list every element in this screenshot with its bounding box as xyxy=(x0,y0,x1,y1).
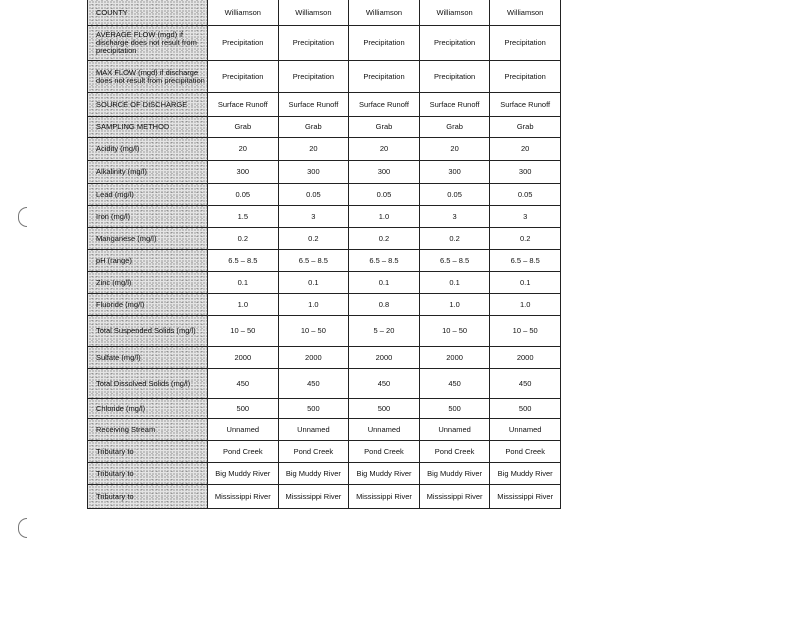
table-cell: 6.5 – 8.5 xyxy=(419,250,490,272)
row-label: SAMPLING METHOD xyxy=(88,117,208,138)
table-cell: Precipitation xyxy=(278,61,349,93)
table-cell: 1.0 xyxy=(490,294,561,316)
table-cell: Grab xyxy=(208,117,279,138)
table-cell: 0.05 xyxy=(208,184,279,206)
table-body xyxy=(88,0,561,509)
table-cell: Big Muddy River xyxy=(490,463,561,485)
row-label: Tributary to xyxy=(88,463,208,485)
table-cell: Mississippi River xyxy=(490,485,561,509)
row-label: MAX FLOW (mgd) if discharge does not result from precipitation xyxy=(88,61,208,93)
table-cell: 0.2 xyxy=(278,228,349,250)
row-label: Alkalinity (mg/l) xyxy=(88,161,208,184)
table-cell: 20 xyxy=(208,138,279,161)
table-cell: 2000 xyxy=(349,347,420,369)
binder-hole-mark xyxy=(18,518,27,538)
table-cell: 3 xyxy=(490,206,561,228)
table-cell: Grab xyxy=(349,117,420,138)
table-cell: 0.05 xyxy=(419,184,490,206)
row-label: Chloride (mg/l) xyxy=(88,399,208,419)
table-row xyxy=(88,161,561,184)
table-row xyxy=(88,419,561,441)
table-cell: Pond Creek xyxy=(349,441,420,463)
table-cell: 0.1 xyxy=(419,272,490,294)
binder-hole-mark xyxy=(18,207,27,227)
table-cell: Precipitation xyxy=(349,61,420,93)
table-row xyxy=(88,0,561,26)
table-cell: 300 xyxy=(490,161,561,184)
table-cell: 2000 xyxy=(208,347,279,369)
table-cell: Big Muddy River xyxy=(349,463,420,485)
table-cell: Precipitation xyxy=(278,26,349,61)
table-cell: 500 xyxy=(419,399,490,419)
table-row xyxy=(88,206,561,228)
table-row xyxy=(88,117,561,138)
table-cell: 450 xyxy=(349,369,420,399)
row-label: SOURCE OF DISCHARGE xyxy=(88,93,208,117)
row-label: Receiving Stream xyxy=(88,419,208,441)
table-cell: Mississippi River xyxy=(278,485,349,509)
row-label: Iron (mg/l) xyxy=(88,206,208,228)
table-cell: 450 xyxy=(490,369,561,399)
table-row xyxy=(88,485,561,509)
table-row xyxy=(88,93,561,117)
table-cell: Precipitation xyxy=(349,26,420,61)
table-cell: Pond Creek xyxy=(419,441,490,463)
table-cell: Unnamed xyxy=(208,419,279,441)
table-row xyxy=(88,463,561,485)
table-cell: 500 xyxy=(349,399,420,419)
table-cell: 20 xyxy=(349,138,420,161)
table-row xyxy=(88,272,561,294)
table-cell: 0.05 xyxy=(278,184,349,206)
row-label: Manganese (mg/l) xyxy=(88,228,208,250)
table-cell: 450 xyxy=(419,369,490,399)
table-row xyxy=(88,228,561,250)
table-cell: Unnamed xyxy=(278,419,349,441)
table-cell: 1.5 xyxy=(208,206,279,228)
table-cell: Pond Creek xyxy=(278,441,349,463)
table-row xyxy=(88,347,561,369)
table-cell: 10 – 50 xyxy=(208,316,279,347)
row-label: COUNTY xyxy=(88,0,208,26)
row-label: Total Dissolved Solids (mg/l) xyxy=(88,369,208,399)
table-cell: 5 – 20 xyxy=(349,316,420,347)
row-label: Lead (mg/l) xyxy=(88,184,208,206)
table-cell: Precipitation xyxy=(208,61,279,93)
table-cell: 6.5 – 8.5 xyxy=(208,250,279,272)
table-cell: 1.0 xyxy=(419,294,490,316)
table-row xyxy=(88,61,561,93)
table-cell: 0.1 xyxy=(349,272,420,294)
table-cell: 500 xyxy=(208,399,279,419)
table-cell: 0.1 xyxy=(490,272,561,294)
table-cell: Pond Creek xyxy=(208,441,279,463)
table-cell: 1.0 xyxy=(278,294,349,316)
table-cell: Williamson xyxy=(419,0,490,26)
table-cell: 300 xyxy=(278,161,349,184)
row-label: Total Suspended Solids (mg/l) xyxy=(88,316,208,347)
table-cell: 6.5 – 8.5 xyxy=(490,250,561,272)
table-cell: 20 xyxy=(490,138,561,161)
table-cell: Precipitation xyxy=(490,26,561,61)
table-cell: 10 – 50 xyxy=(278,316,349,347)
table-cell: Unnamed xyxy=(419,419,490,441)
table-row xyxy=(88,316,561,347)
table-cell: 450 xyxy=(208,369,279,399)
table-cell: Pond Creek xyxy=(490,441,561,463)
row-label: Acidity (mg/l) xyxy=(88,138,208,161)
table-cell: Surface Runoff xyxy=(278,93,349,117)
table-cell: Unnamed xyxy=(490,419,561,441)
table-row xyxy=(88,250,561,272)
table-cell: Williamson xyxy=(208,0,279,26)
table-cell: 3 xyxy=(278,206,349,228)
table-cell: Surface Runoff xyxy=(490,93,561,117)
table-cell: Unnamed xyxy=(349,419,420,441)
table-cell: 0.05 xyxy=(349,184,420,206)
table-row xyxy=(88,184,561,206)
table-cell: 0.2 xyxy=(419,228,490,250)
table-cell: Surface Runoff xyxy=(419,93,490,117)
row-label: pH (range) xyxy=(88,250,208,272)
table-cell: 450 xyxy=(278,369,349,399)
table-cell: Big Muddy River xyxy=(419,463,490,485)
table-cell: Surface Runoff xyxy=(208,93,279,117)
table-cell: 300 xyxy=(419,161,490,184)
table-cell: 2000 xyxy=(490,347,561,369)
table-cell: 300 xyxy=(208,161,279,184)
table-cell: Williamson xyxy=(278,0,349,26)
table-cell: 10 – 50 xyxy=(490,316,561,347)
table-cell: 0.1 xyxy=(208,272,279,294)
table-cell: Big Muddy River xyxy=(208,463,279,485)
table-cell: Precipitation xyxy=(419,26,490,61)
table-cell: 6.5 – 8.5 xyxy=(349,250,420,272)
table-cell: Precipitation xyxy=(490,61,561,93)
table-cell: 0.05 xyxy=(490,184,561,206)
table-cell: Mississippi River xyxy=(419,485,490,509)
table-cell: 2000 xyxy=(278,347,349,369)
row-label: AVERAGE FLOW (mgd) if discharge does not result from precipitation xyxy=(88,26,208,61)
table-cell: Mississippi River xyxy=(349,485,420,509)
table-cell: Williamson xyxy=(349,0,420,26)
table-row xyxy=(88,399,561,419)
table-cell: 500 xyxy=(278,399,349,419)
table-cell: 20 xyxy=(419,138,490,161)
table-row xyxy=(88,369,561,399)
table-cell: Grab xyxy=(490,117,561,138)
row-label: Fluoride (mg/l) xyxy=(88,294,208,316)
row-label: Tributary to xyxy=(88,441,208,463)
table-cell: 0.1 xyxy=(278,272,349,294)
table-row xyxy=(88,294,561,316)
table-cell: Precipitation xyxy=(208,26,279,61)
table-cell: Grab xyxy=(419,117,490,138)
table-row xyxy=(88,441,561,463)
table-cell: Surface Runoff xyxy=(349,93,420,117)
row-label: Zinc (mg/l) xyxy=(88,272,208,294)
table-cell: Big Muddy River xyxy=(278,463,349,485)
table-cell: Williamson xyxy=(490,0,561,26)
row-label: Tributary to xyxy=(88,485,208,509)
table-cell: 1.0 xyxy=(349,206,420,228)
table-cell: 1.0 xyxy=(208,294,279,316)
table-cell: 3 xyxy=(419,206,490,228)
table-cell: Precipitation xyxy=(419,61,490,93)
table-cell: Mississippi River xyxy=(208,485,279,509)
table-cell: 500 xyxy=(490,399,561,419)
table-cell: 0.2 xyxy=(490,228,561,250)
table-cell: 0.8 xyxy=(349,294,420,316)
table-cell: Grab xyxy=(278,117,349,138)
row-label: Sulfate (mg/l) xyxy=(88,347,208,369)
table-cell: 0.2 xyxy=(349,228,420,250)
discharge-data-table xyxy=(87,0,561,509)
table-cell: 0.2 xyxy=(208,228,279,250)
table-cell: 20 xyxy=(278,138,349,161)
table-cell: 6.5 – 8.5 xyxy=(278,250,349,272)
table-row xyxy=(88,26,561,61)
table-row xyxy=(88,138,561,161)
table-cell: 2000 xyxy=(419,347,490,369)
table-cell: 10 – 50 xyxy=(419,316,490,347)
table-cell: 300 xyxy=(349,161,420,184)
